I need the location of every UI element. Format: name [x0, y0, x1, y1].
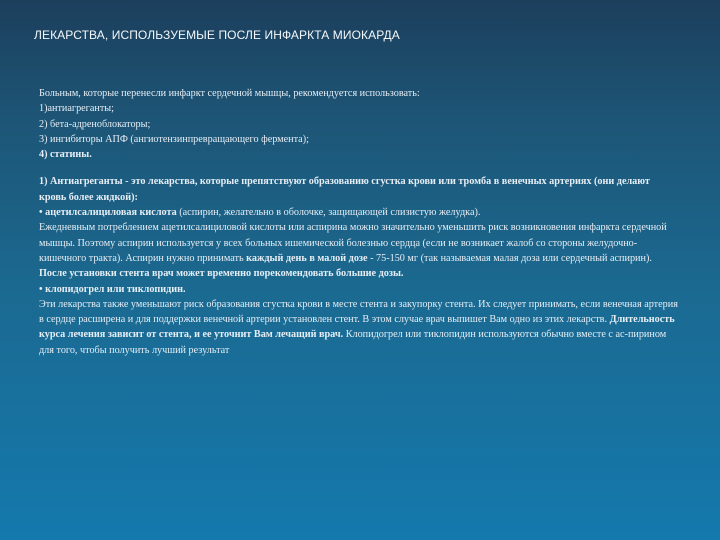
aspirin-text-1: Ежедневным потреблением ацетилсалициловой кислоты или аспирина можно значительно уменьшить риск возникновения инфаркта сердечной мышцы. Поэтому аспирин используется у всех больных ишемической болезнью сердца (если не возникает жалоб со стороны желудочно-кишечного тракта). Аспирин нужно принимать [39, 222, 667, 264]
aspirin-stent-emphasis: После установки стента врач может временно порекомендовать большие дозы. [39, 268, 404, 280]
list-item-1: 1)антиагреганты; [39, 103, 114, 115]
list-item-4: 4) статины. [39, 149, 92, 161]
list-item-3: 3) ингибиторы АПФ (ангиотензинпревращающего фермента); [39, 133, 309, 145]
slide-body [39, 86, 679, 358]
clopidogrel-text-1: Эти лекарства также уменьшают риск образования сгустка крови в месте стента и закупорку стента. Их следует принимать, если венечная артерия в сердце расширена и для поддержки венечной артерии установлен стент. В этом случае врач выпишет Вам одно из этих лекарств. [39, 298, 678, 326]
list-item-2: 2) бета-адреноблокаторы; [39, 118, 151, 130]
clopidogrel-paragraph [39, 297, 679, 358]
section-heading: 1) Антиагреганты - это лекарства, которые препятствуют образованию сгустка крови или тромба в венечных артериях (они делают кровь более жидкой): [39, 176, 650, 203]
aspirin-dose-emphasis: каждый день в малой дозе [246, 252, 368, 264]
aspirin-bullet-rest: (аспирин, желательно в оболочке, защищающей слизистую желудка). [176, 207, 481, 219]
slide-title: ЛЕКАРСТВА, ИСПОЛЬЗУЕМЫЕ ПОСЛЕ ИНФАРКТА МИОКАРДА [34, 28, 400, 42]
aspirin-bullet-line [39, 205, 679, 220]
aspirin-text-2: - 75-150 мг (так называемая малая доза или сердечный аспирин). [367, 252, 652, 264]
clopidogrel-emphasis: Длительность курса лечения зависит от стента, и ее уточнит Вам лечащий врач. [39, 314, 675, 341]
aspirin-bullet: • ацетилсалициловая кислота [39, 207, 177, 219]
clopidogrel-bullet: • клопидогрел или тиклопидин. [39, 283, 186, 295]
clopidogrel-text-2: Клопидогрел или тиклопидин используются обычно вместе с ас-пирином для того, чтобы получить лучший результат [39, 329, 667, 356]
aspirin-paragraph [39, 220, 679, 281]
spacer [39, 162, 679, 174]
intro-text: Больным, которые перенесли инфаркт сердечной мышцы, рекомендуется использовать: [39, 88, 420, 99]
